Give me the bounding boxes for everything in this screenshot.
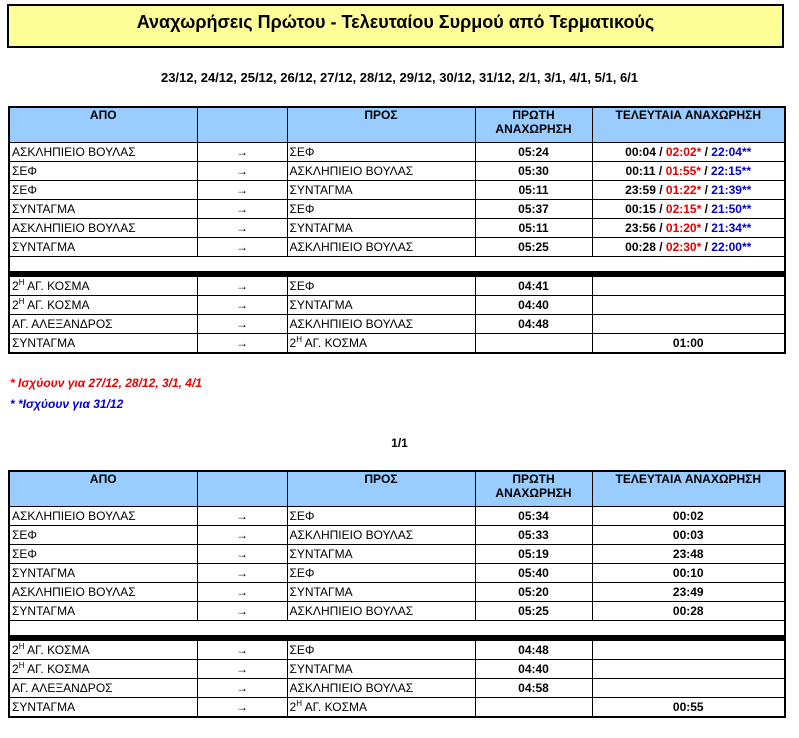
table-row — [9, 219, 785, 238]
header-from: ΑΠΟ — [9, 107, 197, 143]
last-departure — [592, 277, 785, 296]
last-time-blue: 21:34** — [711, 221, 752, 235]
place-text-suffix: ΑΓ. ΚΟΣΜΑ — [301, 700, 367, 714]
ordinal-superscript: Η — [18, 642, 25, 651]
last-departure — [592, 296, 785, 315]
from-station: ΑΣΚΛΗΠΙΕΙΟ ΒΟΥΛΑΣ — [9, 219, 197, 238]
last-departure — [592, 641, 785, 660]
table-row — [9, 526, 785, 545]
last-separator: / — [701, 240, 712, 254]
dates-line: 23/12, 24/12, 25/12, 26/12, 27/12, 28/12, 29/12, 30/12, 31/12, 2/1, 3/1, 4/1, 5/1, 6/1 — [160, 70, 639, 85]
place-text: ΣΕΦ — [289, 279, 315, 293]
last-time-blue: 22:15** — [710, 164, 751, 178]
to-station: ΣΕΦ — [287, 143, 475, 162]
to-station: ΣΥΝΤΑΓΜΑ — [287, 545, 475, 564]
arrow-icon: → — [197, 315, 287, 334]
table-row — [9, 296, 785, 315]
place-text: ΣΥΝΤΑΓΜΑ — [289, 662, 353, 676]
arrow-icon: → — [197, 143, 287, 162]
to-station: ΑΣΚΛΗΠΙΕΙΟ ΒΟΥΛΑΣ — [287, 526, 475, 545]
first-departure: 04:48 — [475, 315, 592, 334]
last-time-blue: 21:50** — [711, 202, 752, 216]
row-gap — [9, 257, 785, 272]
last-separator: / — [655, 240, 666, 254]
arrow-icon: → — [197, 660, 287, 679]
arrow-icon: → — [197, 641, 287, 660]
from-station — [9, 641, 197, 660]
from-station: ΑΣΚΛΗΠΙΕΙΟ ΒΟΥΛΑΣ — [9, 143, 197, 162]
from-station: ΣΥΝΤΑΓΜΑ — [9, 200, 197, 219]
header-first-departure: ΠΡΩΤΗ ΑΝΑΧΩΡΗΣΗ — [475, 107, 592, 143]
to-station — [287, 315, 475, 334]
last-departure — [592, 219, 785, 238]
table-row — [9, 545, 785, 564]
header-from: ΑΠΟ — [9, 471, 197, 507]
last-departure: 00:02 — [592, 507, 785, 526]
place-text: 2 — [12, 662, 19, 676]
to-station: ΣΕΦ — [287, 507, 475, 526]
last-time-regular: 23:56 — [625, 221, 656, 235]
last-departure: 00:03 — [592, 526, 785, 545]
arrow-icon: → — [197, 277, 287, 296]
from-station — [9, 277, 197, 296]
last-time-blue: 21:39** — [711, 183, 752, 197]
first-departure: 04:48 — [475, 641, 592, 660]
header-first-departure: ΠΡΩΤΗ ΑΝΑΧΩΡΗΣΗ — [475, 471, 592, 507]
place-text-suffix: ΑΓ. ΚΟΣΜΑ — [24, 643, 90, 657]
from-station: ΑΣΚΛΗΠΙΕΙΟ ΒΟΥΛΑΣ — [9, 583, 197, 602]
last-separator: / — [701, 202, 712, 216]
from-station: ΣΕΦ — [9, 526, 197, 545]
header-arrow — [197, 107, 287, 143]
last-separator: / — [655, 145, 666, 159]
last-departure — [592, 315, 785, 334]
from-station — [9, 315, 197, 334]
to-station: ΣΥΝΤΑΓΜΑ — [287, 583, 475, 602]
last-time-regular: 00:15 — [625, 202, 656, 216]
first-departure: 05:33 — [475, 526, 592, 545]
to-station — [287, 296, 475, 315]
header-to: ΠΡΟΣ — [287, 471, 475, 507]
last-separator: / — [655, 183, 666, 197]
last-time-regular: 23:59 — [625, 183, 656, 197]
table-row — [9, 200, 785, 219]
from-station: ΣΕΦ — [9, 545, 197, 564]
first-departure: 05:30 — [475, 162, 592, 181]
last-departure — [592, 200, 785, 219]
schedule-table-2 — [8, 470, 786, 718]
place-text: 2 — [12, 643, 19, 657]
to-station — [287, 698, 475, 718]
first-departure: 04:40 — [475, 660, 592, 679]
place-text-suffix: ΑΓ. ΚΟΣΜΑ — [301, 336, 367, 350]
from-station — [9, 296, 197, 315]
first-departure: 05:24 — [475, 143, 592, 162]
place-text: 2 — [289, 336, 297, 350]
last-time-red: 02:30* — [665, 240, 702, 254]
last-separator: / — [700, 164, 711, 178]
table-row — [9, 564, 785, 583]
first-departure: 05:37 — [475, 200, 592, 219]
last-separator: / — [701, 221, 712, 235]
note-red: * Ισχύουν για 27/12, 28/12, 3/1, 4/1 — [10, 376, 202, 390]
row-gap — [9, 621, 785, 636]
table-row — [9, 181, 785, 200]
last-departure: 00:28 — [592, 602, 785, 621]
header-last-departure: ΤΕΛΕΥΤΑΙΑ ΑΝΑΧΩΡΗΣΗ — [592, 471, 785, 507]
page-title: Αναχωρήσεις Πρώτου - Τελευταίου Συρμού από Τερματικούς — [7, 4, 784, 48]
place-text: ΣΥΝΤΑΓΜΑ — [12, 336, 76, 350]
table-header-row — [9, 471, 785, 507]
place-text: ΣΕΦ — [289, 643, 315, 657]
arrow-icon: → — [197, 602, 287, 621]
table-row — [9, 698, 785, 718]
table-row — [9, 679, 785, 698]
first-departure — [475, 698, 592, 718]
from-station — [9, 334, 197, 354]
from-station: ΑΣΚΛΗΠΙΕΙΟ ΒΟΥΛΑΣ — [9, 507, 197, 526]
header-arrow — [197, 471, 287, 507]
place-text-suffix: ΑΓ. ΚΟΣΜΑ — [24, 662, 90, 676]
first-departure: 05:11 — [475, 219, 592, 238]
last-departure: 23:49 — [592, 583, 785, 602]
first-departure — [475, 334, 592, 354]
arrow-icon: → — [197, 698, 287, 718]
arrow-icon: → — [197, 526, 287, 545]
from-station: ΣΕΦ — [9, 162, 197, 181]
table-row — [9, 315, 785, 334]
table-row — [9, 162, 785, 181]
arrow-icon: → — [197, 507, 287, 526]
last-separator: / — [655, 202, 666, 216]
table-header-row — [9, 107, 785, 143]
last-time-red: 01:20* — [665, 221, 702, 235]
table-row — [9, 334, 785, 354]
note-blue: * *Ισχύουν για 31/12 — [10, 397, 124, 411]
arrow-icon: → — [197, 564, 287, 583]
ordinal-superscript: Η — [18, 661, 25, 670]
first-departure: 05:25 — [475, 238, 592, 257]
place-text: 2 — [12, 279, 19, 293]
table-row — [9, 507, 785, 526]
last-departure: 00:55 — [592, 698, 785, 718]
last-separator: / — [701, 183, 712, 197]
to-station: ΣΕΦ — [287, 564, 475, 583]
place-text: ΣΥΝΤΑΓΜΑ — [12, 700, 76, 714]
place-text: 2 — [289, 700, 297, 714]
last-time-regular: 00:11 — [625, 164, 656, 178]
to-station: ΣΕΦ — [287, 200, 475, 219]
gap-cell — [9, 621, 785, 636]
last-departure — [592, 238, 785, 257]
place-text: 2 — [12, 298, 19, 312]
from-station — [9, 660, 197, 679]
to-station — [287, 277, 475, 296]
to-station: ΣΥΝΤΑΓΜΑ — [287, 181, 475, 200]
arrow-icon: → — [197, 296, 287, 315]
arrow-icon: → — [197, 238, 287, 257]
place-text: ΑΣΚΛΗΠΙΕΙΟ ΒΟΥΛΑΣ — [289, 681, 414, 695]
last-departure: 23:48 — [592, 545, 785, 564]
first-departure: 05:19 — [475, 545, 592, 564]
place-text: ΣΥΝΤΑΓΜΑ — [289, 298, 353, 312]
arrow-icon: → — [197, 545, 287, 564]
last-departure — [592, 143, 785, 162]
last-separator: / — [701, 145, 712, 159]
last-time-red: 02:15* — [665, 202, 702, 216]
place-text: ΑΓ. ΑΛΕΞΑΝΔΡΟΣ — [12, 317, 113, 331]
last-time-red: 01:55* — [665, 164, 701, 178]
arrow-icon: → — [197, 583, 287, 602]
last-departure — [592, 162, 785, 181]
ordinal-superscript: Η — [296, 699, 302, 708]
to-station — [287, 679, 475, 698]
to-station: ΑΣΚΛΗΠΙΕΙΟ ΒΟΥΛΑΣ — [287, 238, 475, 257]
to-station — [287, 641, 475, 660]
to-station: ΣΥΝΤΑΓΜΑ — [287, 219, 475, 238]
first-departure: 05:40 — [475, 564, 592, 583]
last-departure: 00:10 — [592, 564, 785, 583]
from-station: ΣΥΝΤΑΓΜΑ — [9, 238, 197, 257]
header-last-departure: ΤΕΛΕΥΤΑΙΑ ΑΝΑΧΩΡΗΣΗ — [592, 107, 785, 143]
from-station — [9, 698, 197, 718]
last-separator: / — [655, 221, 666, 235]
table-row — [9, 238, 785, 257]
last-time-red: 02:02* — [665, 145, 702, 159]
first-departure: 04:40 — [475, 296, 592, 315]
arrow-icon: → — [197, 181, 287, 200]
table-row — [9, 660, 785, 679]
from-station: ΣΥΝΤΑΓΜΑ — [9, 564, 197, 583]
ordinal-superscript: Η — [18, 297, 25, 306]
ordinal-superscript: Η — [296, 335, 302, 344]
to-station — [287, 660, 475, 679]
last-time-blue: 22:04** — [711, 145, 752, 159]
header-to: ΠΡΟΣ — [287, 107, 475, 143]
to-station: ΑΣΚΛΗΠΙΕΙΟ ΒΟΥΛΑΣ — [287, 162, 475, 181]
schedule-table-1 — [8, 106, 786, 354]
last-departure — [592, 660, 785, 679]
table-row — [9, 641, 785, 660]
table-row — [9, 143, 785, 162]
last-time-regular: 00:04 — [625, 145, 656, 159]
gap-cell — [9, 257, 785, 272]
arrow-icon: → — [197, 162, 287, 181]
place-text-suffix: ΑΓ. ΚΟΣΜΑ — [24, 298, 90, 312]
place-text-suffix: ΑΓ. ΚΟΣΜΑ — [24, 279, 90, 293]
table-row — [9, 277, 785, 296]
first-departure: 04:58 — [475, 679, 592, 698]
first-departure: 05:11 — [475, 181, 592, 200]
last-separator: / — [655, 164, 666, 178]
arrow-icon: → — [197, 219, 287, 238]
first-departure: 04:41 — [475, 277, 592, 296]
to-station — [287, 334, 475, 354]
table-row — [9, 583, 785, 602]
table-row — [9, 602, 785, 621]
last-time-red: 01:22* — [665, 183, 702, 197]
last-departure — [592, 181, 785, 200]
place-text: ΑΣΚΛΗΠΙΕΙΟ ΒΟΥΛΑΣ — [289, 317, 414, 331]
first-departure: 05:34 — [475, 507, 592, 526]
last-time-blue: 22:00** — [711, 240, 752, 254]
arrow-icon: → — [197, 679, 287, 698]
last-departure: 01:00 — [592, 334, 785, 354]
to-station: ΑΣΚΛΗΠΙΕΙΟ ΒΟΥΛΑΣ — [287, 602, 475, 621]
arrow-icon: → — [197, 334, 287, 354]
last-time-regular: 00:28 — [625, 240, 656, 254]
arrow-icon: → — [197, 200, 287, 219]
page-label: 1/1 — [391, 436, 408, 450]
first-departure: 05:20 — [475, 583, 592, 602]
ordinal-superscript: Η — [18, 278, 25, 287]
from-station — [9, 679, 197, 698]
from-station: ΣΥΝΤΑΓΜΑ — [9, 602, 197, 621]
last-departure — [592, 679, 785, 698]
place-text: ΑΓ. ΑΛΕΞΑΝΔΡΟΣ — [12, 681, 113, 695]
first-departure: 05:25 — [475, 602, 592, 621]
from-station: ΣΕΦ — [9, 181, 197, 200]
